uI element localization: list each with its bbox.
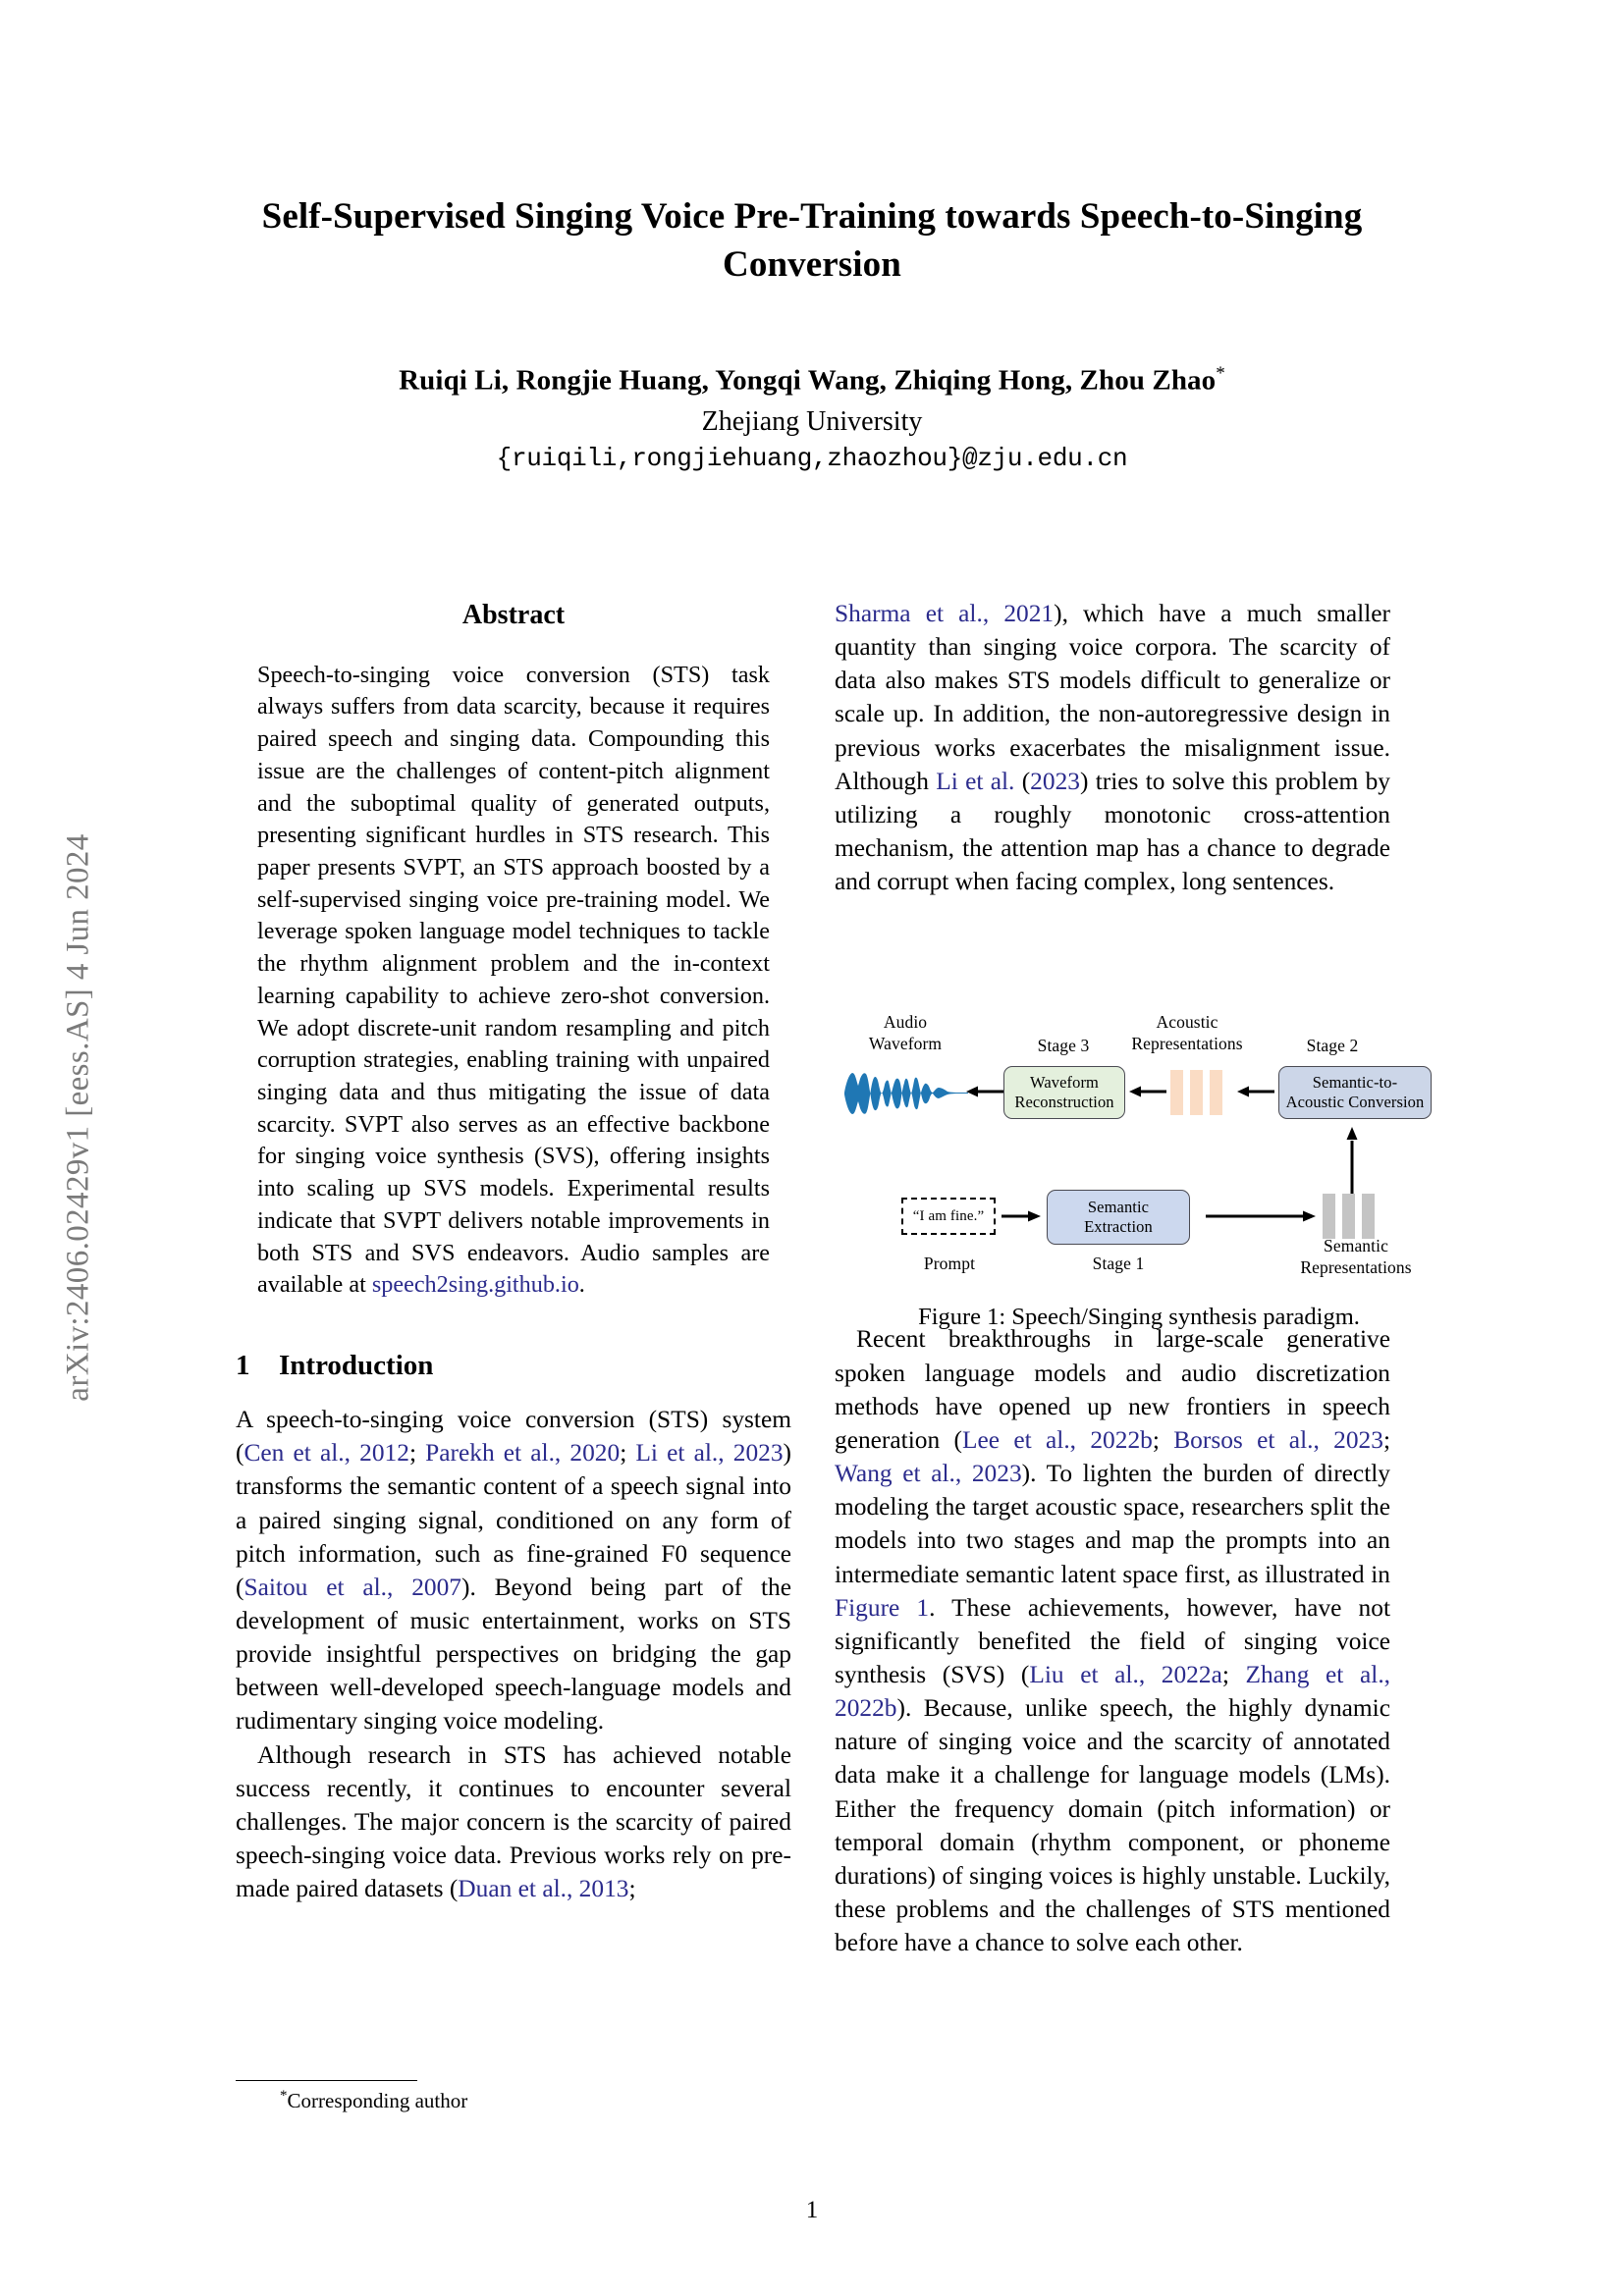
- body-text: ) transforms the semantic content of a speech signal into a paired singing signal, conditioned on any form of pitch information, such as fine-grained F0 sequence (: [236, 1439, 791, 1601]
- citation-link[interactable]: Parekh et al., 2020: [425, 1439, 621, 1468]
- citation-link[interactable]: Lee et al., 2022b: [961, 1425, 1153, 1454]
- left-column: [236, 597, 791, 1905]
- arrow-prompt-to-extraction: [1001, 1207, 1041, 1225]
- citation-link[interactable]: 2023: [1030, 767, 1080, 795]
- acoustic-bar: [1210, 1070, 1222, 1115]
- acoustic-bar: [1190, 1070, 1203, 1115]
- body-text: ). Because, unlike speech, the highly dynamic nature of singing voice and the scarcity of annotated data make it a challenge for language models (LMs). Either the frequency domain (pitch information) or temporal domain (rhythm component, or phoneme durations) of singing voices is highly unstable. Luckily, these problems and the challenges of STS mentioned before have a chance to solve each other.: [835, 1694, 1390, 1957]
- body-text: ;: [1382, 1425, 1390, 1454]
- label-stage-2: Stage 2: [1306, 1036, 1359, 1055]
- semantic-bar: [1342, 1194, 1355, 1239]
- footnote-body: Corresponding author: [287, 2089, 468, 2112]
- abstract-link[interactable]: speech2sing.github.io: [371, 1271, 579, 1299]
- section-title: Introduction: [279, 1350, 434, 1382]
- intro-paragraph-2: [236, 1738, 791, 1906]
- citation-link[interactable]: Cen et al., 2012: [244, 1439, 409, 1468]
- arrow-to-waveform: [966, 1083, 1003, 1100]
- body-text: Recent breakthroughs in large-scale generative spoken language models and audio discretization methods have opened up new frontiers in speech generation (: [835, 1325, 1390, 1454]
- figure-1: [835, 1011, 1443, 1296]
- citation-link[interactable]: Li et al., 2023: [635, 1439, 784, 1468]
- label-stage-1: Stage 1: [1092, 1254, 1145, 1273]
- body-text: A speech-to-singing voice conversion (STS) system (: [236, 1406, 791, 1468]
- prompt-text: “I am fine.”: [912, 1207, 985, 1224]
- arrow-conversion-to-acoustic: [1237, 1083, 1274, 1100]
- arxiv-stamp: arXiv:2406.02429v1 [eess.AS] 4 Jun 2024: [60, 833, 96, 1402]
- footnote: [236, 2080, 791, 2113]
- arrow-extraction-to-semantic: [1206, 1207, 1316, 1225]
- label-stage-3: Stage 3: [1037, 1036, 1090, 1055]
- citation-link[interactable]: Liu et al., 2022a: [1029, 1660, 1222, 1688]
- abstract-heading: Abstract: [461, 600, 566, 630]
- affiliation: Zhejiang University: [701, 406, 923, 437]
- citation-link[interactable]: Saitou et al., 2007: [244, 1573, 461, 1601]
- body-text: ). To lighten the burden of directly modeling the target acoustic space, researchers split the models into two stages and map the prompts into an intermediate semantic latent space first, as illustrated in: [835, 1460, 1390, 1588]
- body-text: ) tries to solve this problem by utilizing a roughly monotonic cross-attention mechanism, the attention map has a chance to degrade and corrupt when facing complex, long sentences.: [835, 767, 1390, 896]
- figure-caption: Figure 1: Speech/Singing synthesis paradigm.: [918, 1304, 1360, 1330]
- label-acoustic-representations: Acoustic Representations: [1131, 1012, 1243, 1054]
- body-text: ;: [1152, 1425, 1174, 1454]
- acoustic-bar: [1170, 1070, 1183, 1115]
- page-number: 1: [805, 2197, 819, 2223]
- semantic-bar: [1362, 1194, 1375, 1239]
- author-email: {ruiqili,rongjiehuang,zhaozhou}@zju.edu.cn: [496, 444, 1128, 473]
- citation-link[interactable]: Borsos et al., 2023: [1173, 1425, 1383, 1454]
- footnote-marker: *: [280, 2088, 288, 2104]
- box-semantic-extraction[interactable]: [1047, 1190, 1190, 1245]
- citation-link[interactable]: Sharma et al., 2021: [835, 600, 1055, 627]
- intro-paragraph-2-continued: [835, 597, 1390, 898]
- section-heading-introduction: [236, 1347, 791, 1385]
- footnote-text: [236, 2088, 791, 2113]
- label-prompt: Prompt: [923, 1254, 976, 1273]
- citation-link[interactable]: Wang et al., 2023: [835, 1460, 1022, 1488]
- arrow-acoustic-to-reconstruction: [1129, 1083, 1166, 1100]
- box-semantic-to-acoustic-conversion[interactable]: [1278, 1066, 1432, 1119]
- citation-link[interactable]: Figure 1: [835, 1593, 930, 1622]
- body-text: ;: [620, 1439, 636, 1468]
- page-title: Self-Supervised Singing Voice Pre-Training towards Speech-to-Singing Conversion: [261, 196, 1363, 286]
- intro-paragraph-3: [835, 1322, 1390, 1959]
- semantic-bar: [1323, 1194, 1335, 1239]
- intro-paragraph-1: [236, 1403, 791, 1738]
- body-text: (: [1014, 767, 1031, 795]
- author-footnote-marker: *: [1216, 363, 1225, 384]
- body-text: ), which have a much smaller quantity than singing voice corpora. The scarcity of data also makes STS models difficult to generalize or scale up. In addition, the non-autoregressive design in previous works exacerbates the misalignment issue. Although: [835, 600, 1390, 795]
- author-list: [209, 363, 1415, 398]
- citation-link[interactable]: Zhang et al., 2022b: [835, 1660, 1391, 1723]
- acoustic-representation-bars: [1170, 1070, 1222, 1115]
- label-audio-waveform: Audio Waveform: [868, 1012, 943, 1054]
- body-text: . These achievements, however, have not significantly benefited the field of singing voice synthesis (SVS) (: [835, 1593, 1390, 1688]
- body-text: ;: [628, 1875, 636, 1903]
- section-number: 1: [236, 1350, 250, 1382]
- label-semantic-representations: Semantic Representations: [1300, 1236, 1412, 1278]
- body-text: Although research in STS has achieved notable success recently, it continues to encounter several challenges. The major concern is the scarcity of paired speech-singing voice data. Previous works rely on pre-made paired datasets (: [236, 1740, 791, 1903]
- abstract-body-2: .: [578, 1271, 585, 1299]
- author-names: Ruiqi Li, Rongjie Huang, Yongqi Wang, Zhiqing Hong, Zhou Zhao: [399, 364, 1217, 397]
- box-waveform-reconstruction-label: Waveform Reconstruction: [1014, 1073, 1114, 1111]
- citation-link[interactable]: Duan et al., 2013: [458, 1875, 629, 1903]
- box-waveform-reconstruction[interactable]: [1003, 1066, 1125, 1119]
- body-text: ;: [1221, 1660, 1246, 1688]
- audio-waveform-icon: [842, 1068, 970, 1117]
- box-semantic-extraction-label: Semantic Extraction: [1084, 1198, 1153, 1236]
- box-semantic-to-acoustic-label: Semantic-to- Acoustic Conversion: [1285, 1073, 1425, 1111]
- footnote-rule: [236, 2080, 417, 2081]
- abstract-body-1: Speech-to-singing voice conversion (STS) task always suffers from data scarcity, because it requires paired speech and singing data. Compounding this issue are the challenges of content-pitch alignment and the suboptimal quality of generated outputs, presenting significant hurdles in STS research. This paper presents SVPT, an STS approach boosted by a self-supervised singing voice pre-training model. We leverage spoken language model techniques to tackle the rhythm alignment problem and the in-context learning capability to achieve zero-shot conversion. We adopt discrete-unit random resampling and pitch corruption strategies, enabling training with unpaired singing data and thus mitigating the issue of data scarcity. SVPT also serves as an effective backbone for singing voice synthesis (SVS), offering insights into scaling up SVS models. Experimental results indicate that SVPT delivers notable improvements in both STS and SVS endeavors. Audio samples are available at: [257, 661, 770, 1299]
- body-text: ). Beyond being part of the development of music entertainment, works on STS provide insightful perspectives on bridging the gap between well-developed speech-language models and rudimentary singing voice modeling.: [236, 1573, 791, 1735]
- semantic-representation-bars: [1323, 1194, 1375, 1239]
- body-text: ;: [408, 1439, 426, 1468]
- prompt-box[interactable]: [901, 1198, 996, 1235]
- abstract-text: [236, 660, 791, 1302]
- citation-link[interactable]: Li et al.: [936, 767, 1015, 795]
